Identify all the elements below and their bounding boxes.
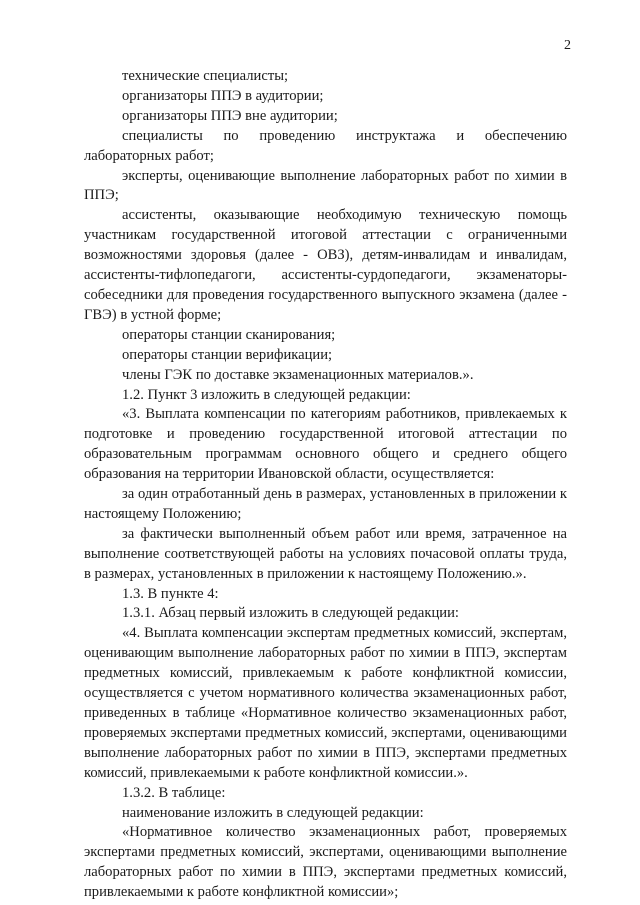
paragraph: за один отработанный день в размерах, установленных в приложении к настоящему Положению;: [84, 486, 567, 522]
page-number: 2: [564, 38, 571, 53]
document-body: [84, 67, 567, 903]
paragraph: операторы станции сканирования;: [122, 326, 336, 343]
paragraph: эксперты, оценивающие выполнение лабораторных работ по химии в ППЭ;: [84, 167, 567, 204]
paragraph: «4. Выплата компенсации экспертам предметных комиссий, экспертам, оценивающим выполнение лабораторных работ по химии в ППЭ, экспертам предметных комиссий, привлекаемым к работе конфликтной комиссии, осуществляется с учетом нормативного количества экзаменационных работ, приведенных в таблице «Нормативное количество экзаменационных работ, проверяемых экспертами предметных комиссий, экспертами, оценивающими выполнение лабораторных работ по химии в ППЭ, экспертами предметных комиссий, привлекаемыми к работе конфликтной комиссии.».: [84, 625, 567, 781]
paragraph: наименование изложить в следующей редакции:: [122, 804, 424, 821]
paragraph: 1.2. Пункт 3 изложить в следующей редакции:: [122, 386, 411, 403]
paragraph: ассистенты, оказывающие необходимую техническую помощь участникам государственной итоговой аттестации с ограниченными возможностями здоровья (далее - ОВЗ), детям-инвалидам и инвалидам, ассистенты-тифлопедагоги, ассистенты-сурдопедагоги, экзаменаторы-собеседники для проведения государственного выпускного экзамена (далее - ГВЭ) в устной форме;: [84, 207, 567, 323]
paragraph: «3. Выплата компенсации по категориям работников, привлекаемых к подготовке и проведению государственной итоговой аттестации по образовательным программам основного общего и среднего общего образования на территории Ивановской области, осуществляется:: [84, 406, 567, 483]
paragraph: организаторы ППЭ вне аудитории;: [122, 107, 338, 124]
paragraph: организаторы ППЭ в аудитории;: [122, 87, 324, 104]
paragraph: 1.3.1. Абзац первый изложить в следующей редакции:: [122, 605, 459, 622]
paragraph: операторы станции верификации;: [122, 346, 333, 363]
paragraph: технические специалисты;: [122, 68, 289, 84]
paragraph: за фактически выполненный объем работ или время, затраченное на выполнение соответствующей работы на условиях почасовой оплаты труда, в размерах, установленных в приложении к настоящему Положению.».: [84, 525, 567, 582]
paragraph: «Нормативное количество экзаменационных работ, проверяемых экспертами предметных комиссий, экспертами, оценивающими выполнение лабораторных работ по химии в ППЭ, экспертами предметных комиссий, привлекаемыми к работе конфликтной комиссии»;: [84, 824, 567, 901]
paragraph: 1.3. В пункте 4:: [122, 585, 219, 602]
paragraph: специалисты по проведению инструктажа и обеспечению лабораторных работ;: [84, 127, 567, 164]
paragraph: члены ГЭК по доставке экзаменационных материалов.».: [122, 366, 474, 383]
paragraph: 1.3.2. В таблице:: [122, 784, 226, 801]
